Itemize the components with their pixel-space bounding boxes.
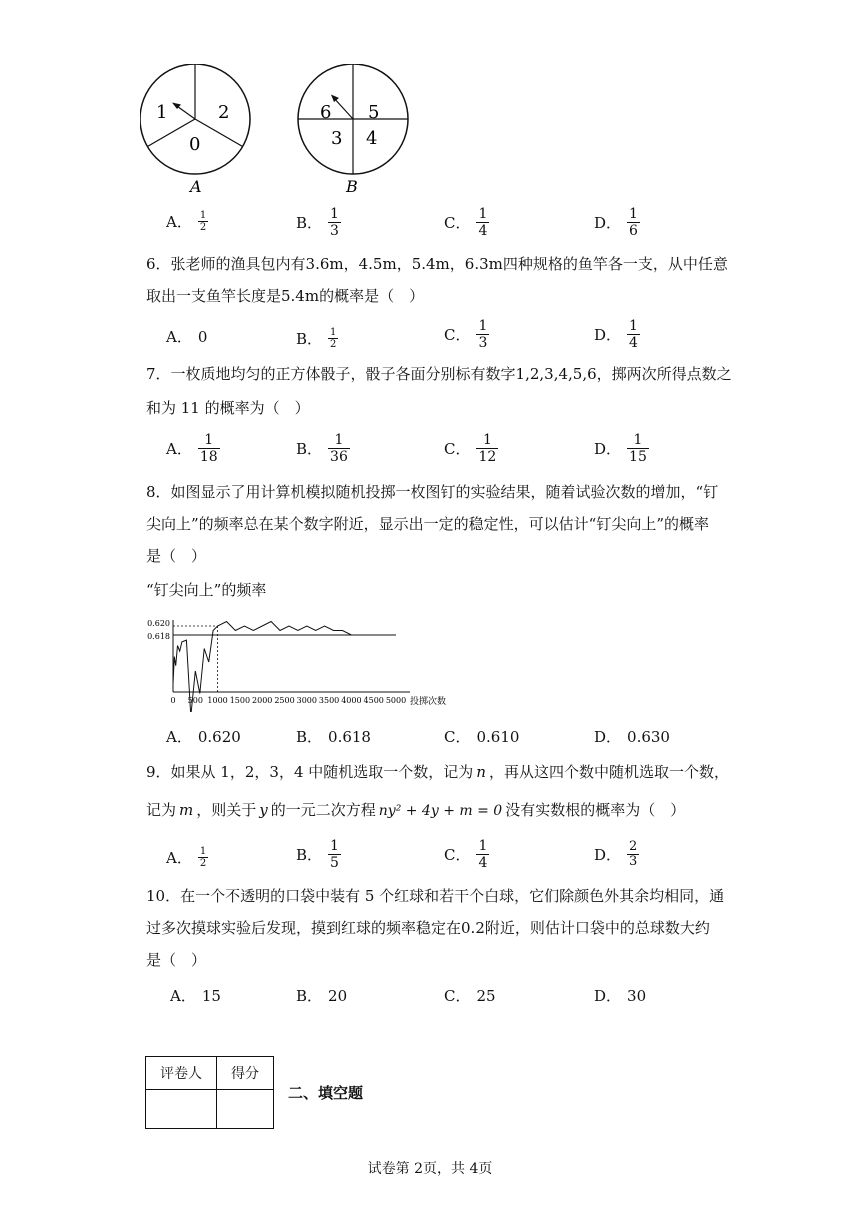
spinner-b <box>298 64 408 196</box>
spinner-b-sector-3: 3 <box>331 128 343 149</box>
score-table-header-score: 得分 <box>217 1057 274 1090</box>
spinner-b-sector-6: 6 <box>320 102 332 123</box>
q8-option-c: C． 0.610 <box>444 728 520 746</box>
x-tick-label: 1000 <box>207 696 228 705</box>
x-tick-label: 4000 <box>341 696 362 705</box>
spinner-b-label: B <box>346 177 358 196</box>
score-table-grader-cell[interactable] <box>146 1090 217 1129</box>
y-tick-label: 0.620 <box>147 619 170 628</box>
spinners-figure <box>140 64 410 199</box>
q7-text-line2: 和为 11 的概率为（ ） <box>146 399 310 417</box>
q9-text-line2: 记为 m ，则关于 y 的一元二次方程 ny² + 4y + m = 0 没有实数根的概率为（ ） <box>146 801 686 819</box>
score-table-header-grader: 评卷人 <box>146 1057 217 1090</box>
q6-option-b: B． $\frac{1}{2}$ <box>296 327 337 350</box>
q10-option-d: D． 30 <box>594 987 647 1005</box>
q10-text-line1: 10．在一个不透明的口袋中装有 5 个红球和若干个白球，它们除颜色外其余均相同，通 <box>146 887 725 905</box>
q9-option-a: A． $\frac{1}{2}$ <box>166 846 207 869</box>
q10-option-a: A． 15 <box>170 987 221 1005</box>
q8-text-line2: 尖向上”的频率总在某个数字附近，显示出一定的稳定性，可以估计“钉尖向上”的概率 <box>146 515 710 533</box>
q8-option-d: D． 0.630 <box>594 728 670 746</box>
q9-option-b: B． $\frac{1}{5}$ <box>296 838 339 871</box>
q6-text-line1: 6．张老师的渔具包内有3.6m，4.5m，5.4m，6.3m四种规格的鱼竿各一支，从中任意 <box>146 255 728 273</box>
equation: ny² + 4y + m = 0 <box>378 803 503 819</box>
q7-option-a: A． $\frac{1}{18}$ <box>166 432 218 465</box>
q7-text-line1: 7．一枚质地均匀的正方体骰子，骰子各面分别标有数字1,2,3,4,5,6，掷两次所得点数之 <box>146 365 732 383</box>
x-tick-label: 2500 <box>274 696 295 705</box>
q6-text-line2: 取出一支鱼竿长度是5.4m的概率是（ ） <box>146 287 425 305</box>
spinner-b-sector-4: 4 <box>366 128 378 149</box>
spinner-b-sector-5: 5 <box>368 102 380 123</box>
q9-option-c: C． $\frac{1}{4}$ <box>444 838 488 871</box>
spinner-a-sector-2: 2 <box>218 102 230 123</box>
score-table <box>145 1056 274 1129</box>
page-footer: 试卷第 2页，共 4页 <box>367 1161 493 1177</box>
x-tick-label: 1500 <box>229 696 251 705</box>
spinner-a-sector-0: 0 <box>189 134 201 155</box>
x-tick-label: 2000 <box>252 696 273 705</box>
y-tick-label: 0.618 <box>147 632 170 641</box>
spinner-a-sector-1: 1 <box>156 102 168 123</box>
x-tick-label: 4500 <box>363 696 384 705</box>
q8-option-a: A． 0.620 <box>166 728 241 746</box>
x-axis-label: 投掷次数 <box>410 697 447 707</box>
q7-option-c: C． $\frac{1}{12}$ <box>444 432 497 465</box>
x-tick-label: 3500 <box>318 696 340 705</box>
score-table-score-cell[interactable] <box>217 1090 274 1129</box>
q5-option-d: D． $\frac{1}{6}$ <box>594 206 638 239</box>
q6-option-d: D． $\frac{1}{4}$ <box>594 318 638 351</box>
x-tick-label: 5000 <box>385 696 407 705</box>
var-n: n <box>476 763 486 781</box>
q7-option-d: D． $\frac{1}{15}$ <box>594 432 647 465</box>
chart-caption: “钉尖向上”的频率 <box>146 581 267 599</box>
q9-option-d: D． $\frac{2}{3}$ <box>594 839 638 869</box>
q5-option-b: B． $\frac{1}{3}$ <box>296 206 339 239</box>
x-tick-label: 3000 <box>296 696 317 705</box>
q8-text-line1: 8．如图显示了用计算机模拟随机投掷一枚图钉的实验结果，随着试验次数的增加，“钉 <box>146 483 719 501</box>
q5-option-a: A． $\frac{1}{2}$ <box>166 210 207 233</box>
var-m: m <box>179 801 194 819</box>
q10-option-c: C． 25 <box>444 987 496 1005</box>
q10-option-b: B． 20 <box>296 987 348 1005</box>
x-tick-label: 0 <box>170 696 176 705</box>
x-tick-label: 500 <box>187 696 203 705</box>
q10-text-line3: 是（ ） <box>146 951 207 969</box>
spinner-a <box>140 64 250 196</box>
q5-option-c: C． $\frac{1}{4}$ <box>444 206 488 239</box>
q8-option-b: B． 0.618 <box>296 728 371 746</box>
q6-option-a: A． 0 <box>166 328 208 346</box>
var-y: y <box>259 801 268 819</box>
section-title: 二、填空题 <box>288 1084 364 1102</box>
q7-option-b: B． $\frac{1}{36}$ <box>296 432 348 465</box>
q6-option-c: C． $\frac{1}{3}$ <box>444 318 488 351</box>
q10-text-line2: 过多次摸球实验后发现，摸到红球的频率稳定在0.2附近，则估计口袋中的总球数大约 <box>146 919 710 937</box>
q9-text-line1: 9．如果从 1，2，3，4 中随机选取一个数，记为 n ，再从这四个数中随机选取一个数， <box>146 763 729 781</box>
spinner-a-label: A <box>190 177 202 196</box>
q8-text-line3: 是（ ） <box>146 547 207 565</box>
frequency-chart <box>140 612 470 712</box>
